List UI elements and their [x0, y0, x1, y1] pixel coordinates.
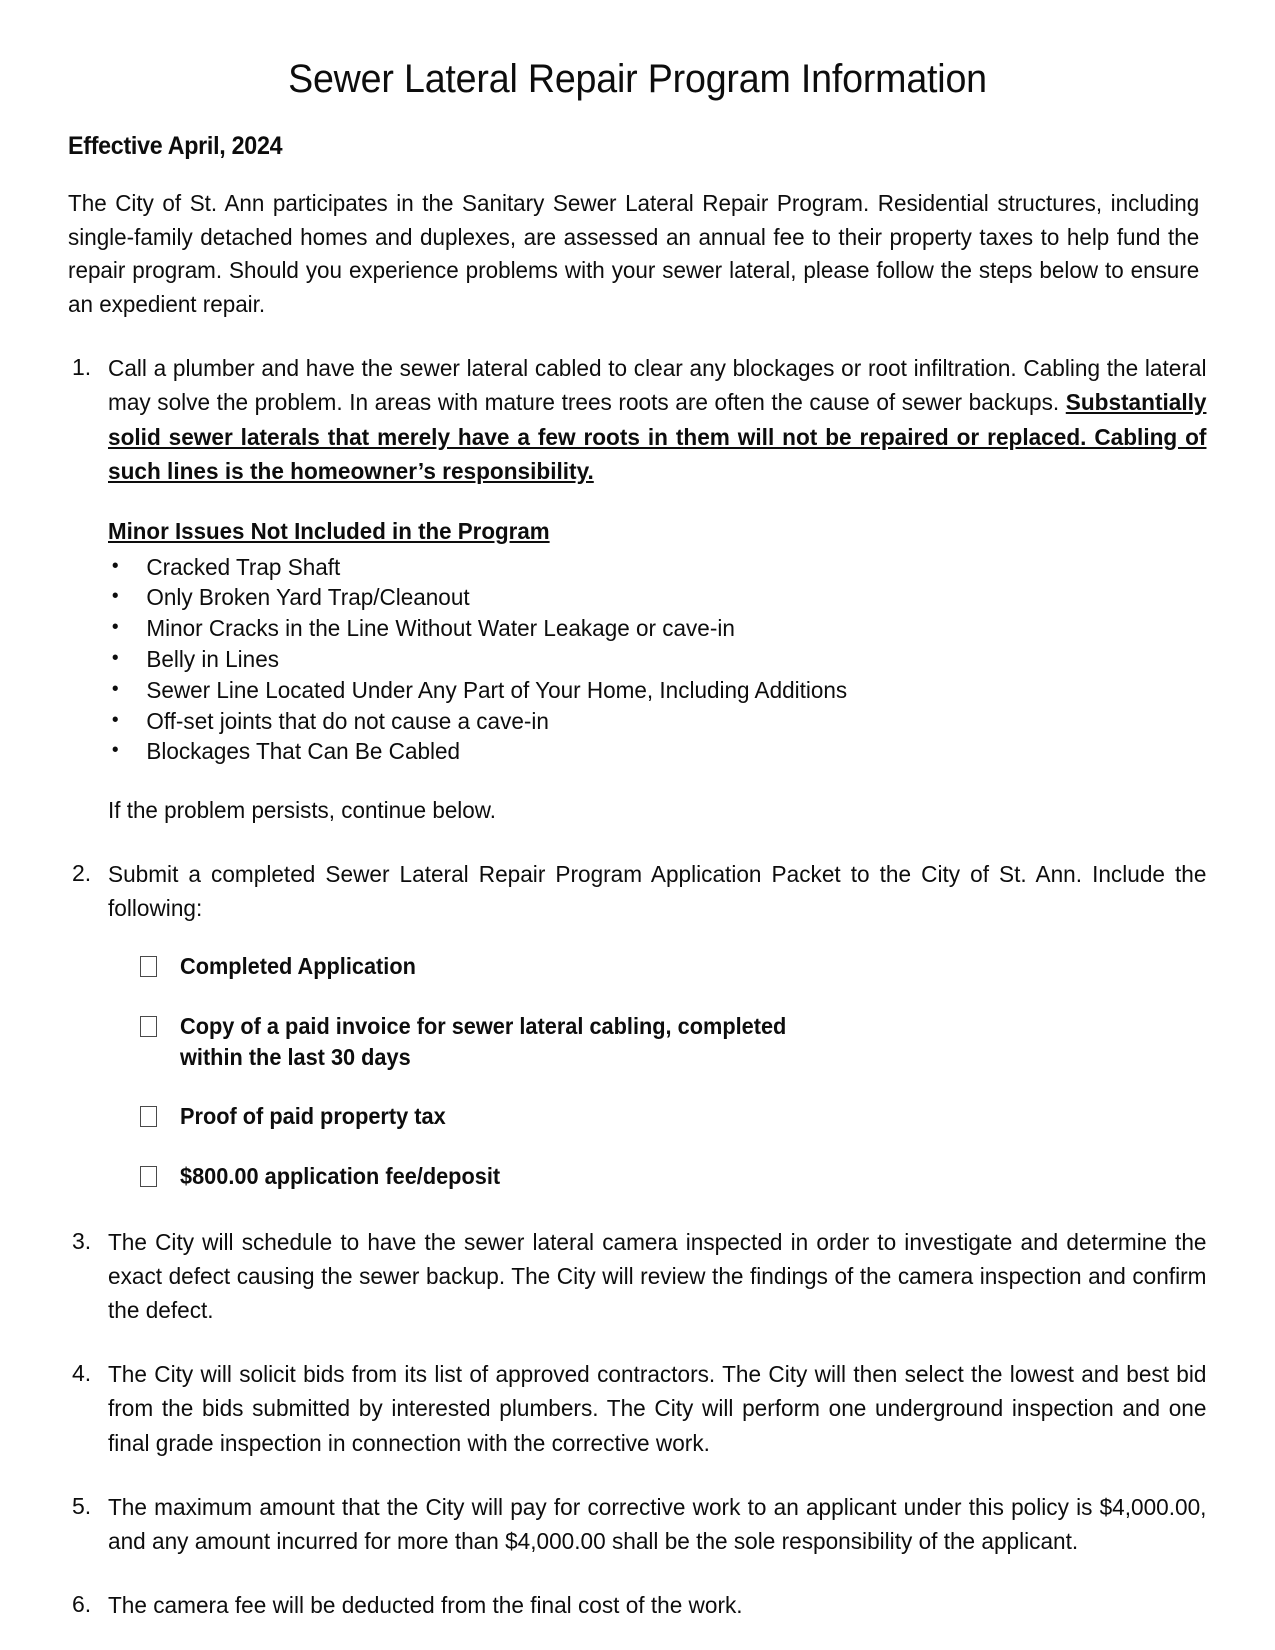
list-item-label: Only Broken Yard Trap/Cleanout: [146, 584, 470, 611]
numbered-steps-list: [68, 351, 1207, 1621]
step-item-1: [68, 351, 1207, 827]
step-item-6: [68, 1588, 1207, 1622]
step-number: 4.: [72, 1360, 92, 1387]
step-paragraph: The maximum amount that the City will pay for corrective work to an applicant under this policy is $4,000.00, and any amount incurred for more than $4,000.00 shall be the sole responsibility of the applicant.: [108, 1493, 1207, 1554]
checklist-item-label: Proof of paid property tax: [180, 1103, 446, 1130]
minor-issues-heading: Minor Issues Not Included in the Program: [108, 517, 550, 544]
bullet-icon: •: [111, 554, 119, 577]
list-item-label: Sewer Line Located Under Any Part of Your Home, Including Additions: [146, 676, 848, 703]
list-item: [108, 675, 1161, 706]
checklist-item-label: $800.00 application fee/deposit: [180, 1162, 501, 1189]
bullet-icon: •: [111, 708, 119, 731]
step-emphasis-text: Substantially solid sewer laterals that merely have a few roots in them will not be repaired or replaced. Cabling of such lines is the homeowner’s responsibility.: [108, 389, 1207, 484]
list-item: [108, 644, 1161, 675]
checklist-item-label: Copy of a paid invoice for sewer lateral cabling, completed within the last 30 days: [180, 1012, 787, 1070]
list-item: [108, 736, 1161, 767]
checkbox-empty-icon[interactable]: [140, 956, 157, 977]
list-item: [108, 552, 1161, 583]
bullet-icon: •: [111, 585, 119, 608]
step-item-2: [68, 857, 1207, 1191]
list-item: [108, 613, 1161, 644]
checklist-item-completed-application[interactable]: [108, 951, 1207, 982]
checkbox-empty-icon[interactable]: [140, 1106, 157, 1127]
step-paragraph: The camera fee will be deducted from the final cost of the work.: [108, 1591, 743, 1618]
step-body: [108, 1225, 1207, 1327]
step-paragraph: The City will schedule to have the sewer lateral camera inspected in order to investigate and determine the exact defect causing the sewer backup. The City will review the findings of the camera inspection and confirm the defect.: [108, 1229, 1207, 1324]
effective-date-heading: Effective April, 2024: [68, 132, 283, 160]
step-item-3: [68, 1225, 1207, 1327]
step-body: [108, 1588, 1207, 1622]
step-item-5: [68, 1490, 1207, 1558]
list-item-label: Cracked Trap Shaft: [146, 553, 341, 580]
step-number: 2.: [72, 860, 92, 887]
checklist-item-property-tax[interactable]: [108, 1101, 1207, 1132]
step-paragraph: Submit a completed Sewer Lateral Repair Program Application Packet to the City of St. Ann. Include the following:: [108, 861, 1207, 922]
list-item: [108, 706, 1161, 737]
intro-paragraph: The City of St. Ann participates in the Sanitary Sewer Lateral Repair Program. Residential structures, including single-family detached homes and duplexes, are assessed an annual fee to their property taxes to help fund the repair program. Should you experience problems with your sewer lateral, please follow the steps below to ensure an expedient repair.: [68, 190, 1200, 317]
step-number: 3.: [72, 1228, 92, 1255]
bullet-icon: •: [111, 616, 119, 639]
step-number: 6.: [72, 1590, 92, 1617]
bullet-icon: •: [111, 739, 119, 762]
checklist-item-label: Completed Application: [180, 953, 416, 980]
step-body: [108, 857, 1207, 1191]
application-packet-checklist: [108, 951, 1207, 1191]
step-number: 1.: [72, 354, 92, 381]
checklist-item-application-fee[interactable]: [108, 1161, 1207, 1192]
continue-below-note: If the problem persists, continue below.: [108, 797, 496, 824]
list-item-label: Belly in Lines: [146, 646, 279, 673]
list-item-label: Blockages That Can Be Cabled: [146, 738, 461, 765]
list-item-label: Off-set joints that do not cause a cave-in: [146, 707, 549, 734]
checkbox-empty-icon[interactable]: [140, 1016, 157, 1037]
step-plain-text: Call a plumber and have the sewer lateral cabled to clear any blockages or root infiltration. Cabling the lateral may solve the problem. In areas with mature trees roots are often the cause of sewer backups.: [108, 355, 1207, 416]
step-item-4: [68, 1357, 1207, 1459]
step-body: [108, 1357, 1207, 1459]
list-item-label: Minor Cracks in the Line Without Water Leakage or cave-in: [146, 615, 735, 642]
step-body: [108, 1490, 1207, 1558]
step-number: 5.: [72, 1492, 92, 1519]
list-item: [108, 582, 1161, 613]
page-title: Sewer Lateral Repair Program Information: [288, 57, 987, 101]
checklist-item-paid-invoice[interactable]: [108, 1011, 1207, 1072]
minor-issues-list: [108, 552, 1207, 767]
bullet-icon: •: [111, 677, 119, 700]
checkbox-empty-icon[interactable]: [140, 1166, 157, 1187]
bullet-icon: •: [111, 647, 119, 670]
step-paragraph: The City will solicit bids from its list of approved contractors. The City will then select the lowest and best bid from the bids submitted by interested plumbers. The City will perform one underground inspection and one final grade inspection in connection with the corrective work.: [108, 1361, 1207, 1456]
step-paragraph: [108, 351, 1206, 487]
step-body: [108, 351, 1207, 827]
